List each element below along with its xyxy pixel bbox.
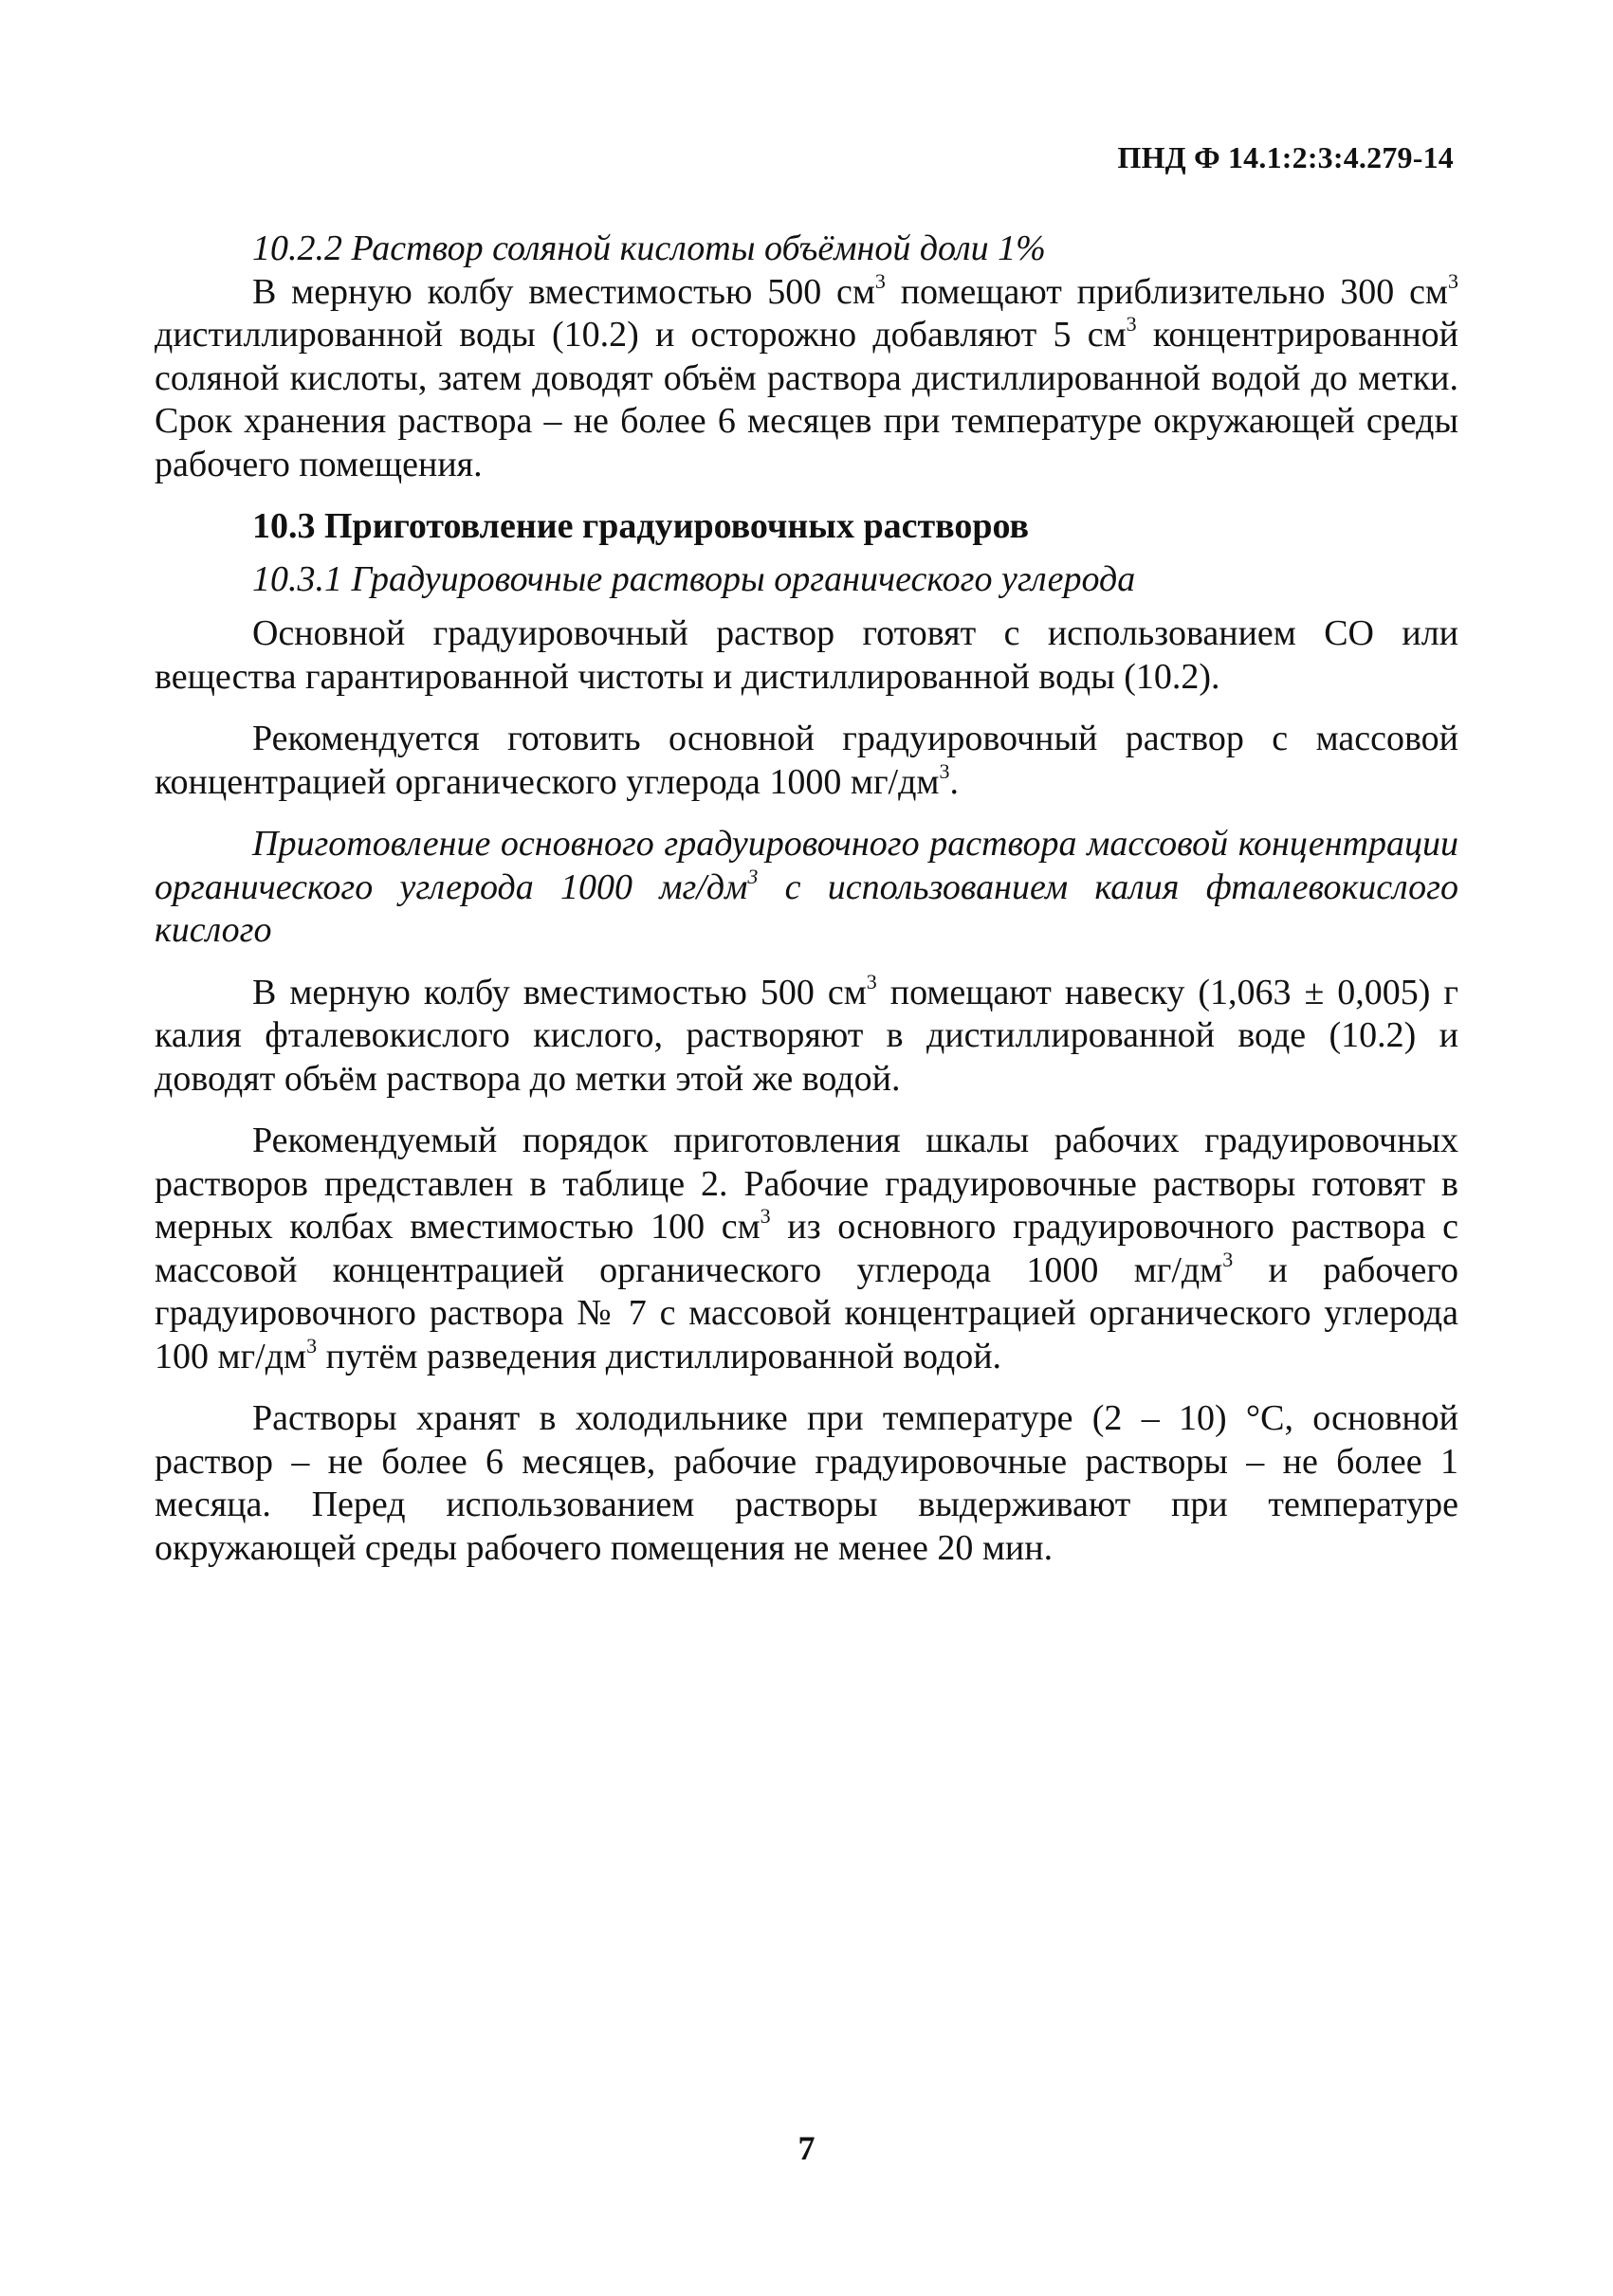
superscript: 3 [306,1333,318,1358]
superscript: 3 [866,969,877,993]
section-10-2-2-title: 10.2.2 Раствор соляной кислоты объёмной доли 1% [252,228,1046,268]
document-body [155,228,1458,1570]
text-run: дистиллированной воды (10.2) и осторожно добавляют 5 см [155,315,1127,355]
superscript: 3 [760,1204,771,1228]
text-run: Приготовление основного градуировочного раствора массовой концентрации органического углерода 1000 мг/дм [155,824,1458,907]
superscript: 3 [747,864,759,888]
page-number: 7 [797,2129,816,2167]
superscript: 3 [1447,268,1458,293]
recommendation-paragraph [155,718,1458,804]
superscript: 3 [1222,1247,1234,1271]
text-run: и рабочего градуировочного раствора № 7 с массовой концентрацией органического углерода 100 мг/дм [155,1249,1458,1376]
text-run: Рекомендуемый порядок приготовления шкалы рабочих градуировочных растворов представлен в таблице 2. Рабочие градуировочные растворы готовят в мерных колбах вместимостью 100 см [155,1121,1458,1247]
preparation-subheading [155,823,1458,953]
section-10-3-1-title: 10.3.1 Градуировочные растворы органического углерода [252,558,1136,599]
superscript: 3 [1126,312,1137,336]
superscript: 3 [939,758,950,783]
text-run: Рекомендуется готовить основной градуировочный раствор с массовой концентрацией органического углерода 1000 мг/дм [155,719,1458,802]
text-run: В мерную колбу вместимостью 500 см [252,271,875,312]
text-run: помещают приблизительно 300 см [885,271,1448,312]
superscript: 3 [874,268,886,293]
text-run: . [949,761,959,802]
text-run: из основного градуировочного раствора с массовой концентрацией органического углерода 1000 мг/дм [155,1207,1458,1290]
flask-paragraph [155,969,1458,1102]
storage-paragraph: Растворы хранят в холодильнике при температуре (2 – 10) °С, основной раствор – не более 6 месяцев, рабочие градуировочные растворы – не более 1 месяца. Перед использованием растворы выдерживают при температуре окружающей среды рабочего помещения не менее 20 мин. [155,1398,1458,1568]
text-run: концентрированной соляной кислоты, затем доводят объём раствора дистиллированной водой до метки. Срок хранения раствора – не более 6 месяцев при температуре окружающей среды рабочего помещения. [155,315,1458,484]
text-run: В мерную колбу вместимостью 500 см [252,972,867,1012]
document-code: ПНД Ф 14.1:2:3:4.279-14 [1117,140,1454,174]
text-run: путём разведения дистиллированной водой. [317,1336,1002,1376]
section-10-2-2-paragraph [155,268,1458,487]
section-10-3-heading: 10.3 Приготовление градуировочных растворов [252,506,1030,546]
text-run: с использованием калия фталевокислого кислого [155,866,1458,950]
text-run: помещают навеску (1,063 ± 0,005) г калия фталевокислого кислого, растворяют в дистиллированной воде (10.2) и доводят объём раствора до метки этой же водой. [155,972,1458,1099]
main-solution-paragraph: Основной градуировочный раствор готовят с использованием СО или вещества гарантированной чистоты и дистиллированной воды (10.2). [155,613,1458,697]
working-solutions-paragraph [155,1120,1458,1378]
